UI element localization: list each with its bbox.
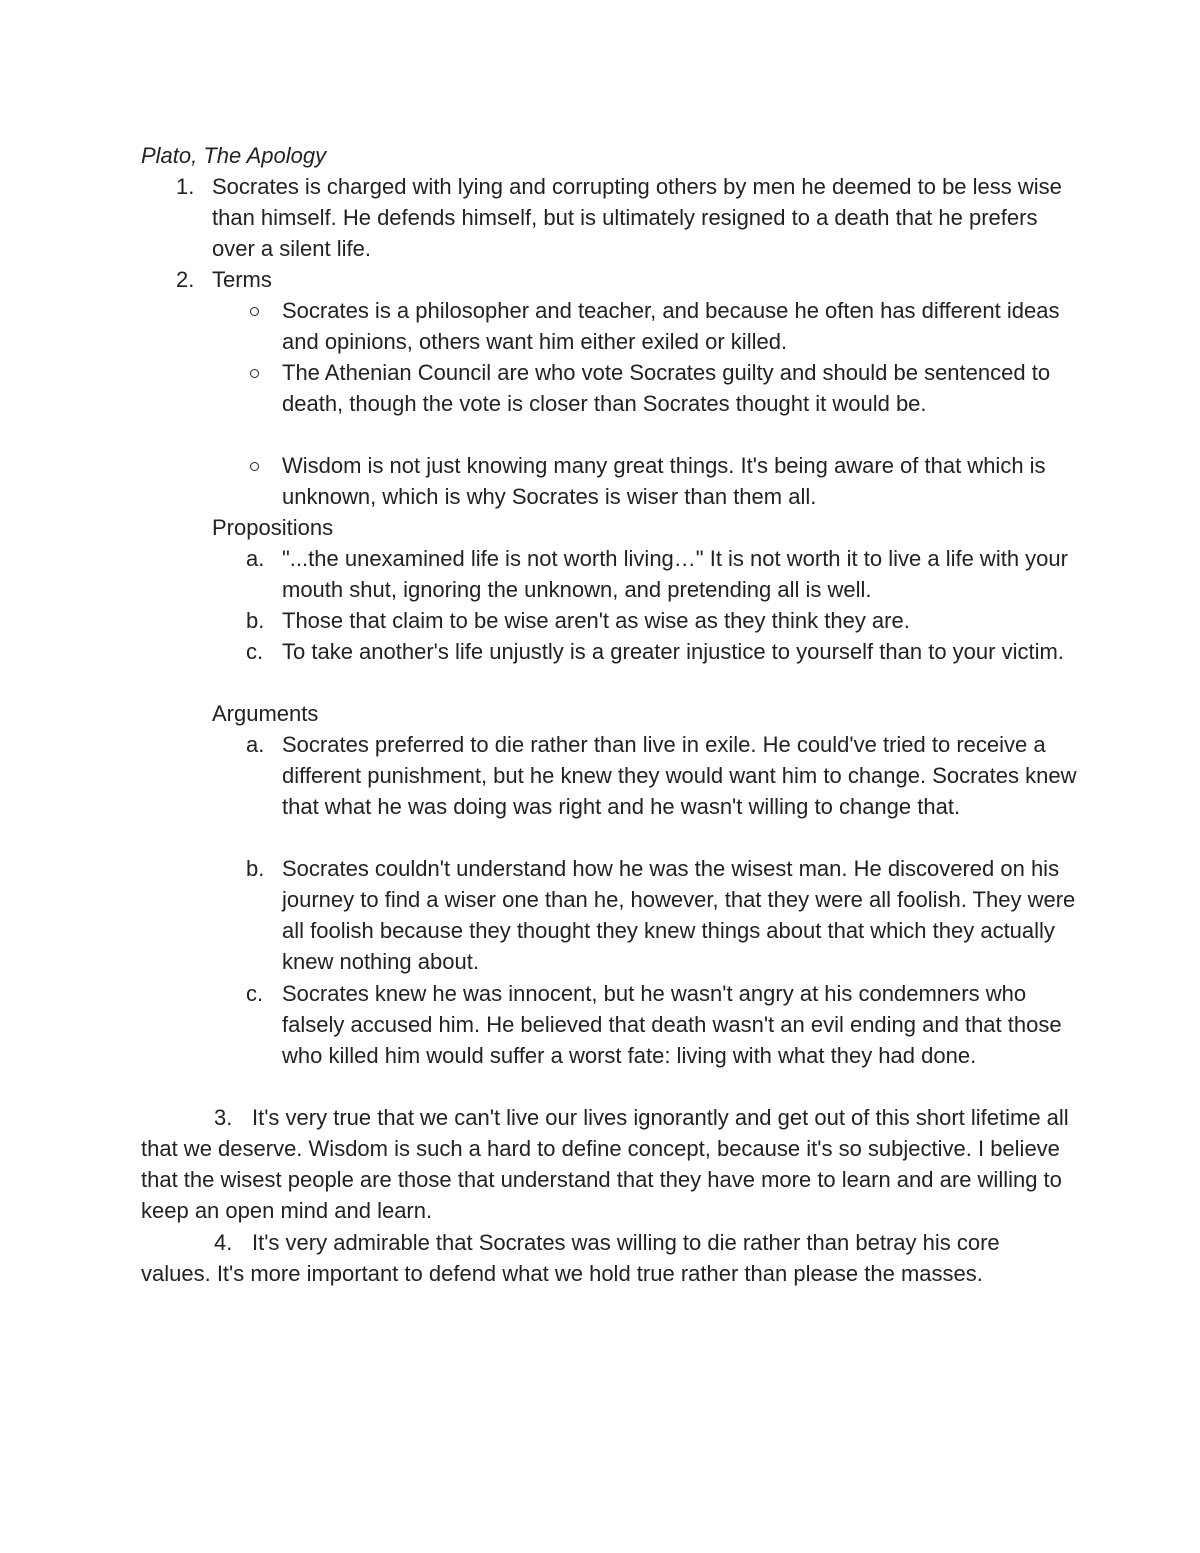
reflection-text: It's very true that we can't live our lives ignorantly and get out of this short lifetime all that we deserve. Wisdom is such a hard to define concept, because it's so subjective. I believe that the wisest people are those that understand that they have more to learn and are willing to keep an open mind and learn. [141, 1105, 1069, 1223]
list-letter: a. [246, 546, 265, 571]
document-title: Plato, The Apology [141, 143, 327, 168]
proposition-text: "...the unexamined life is not worth living…" It is not worth it to live a life with your mouth shut, ignoring the unknown, and pretending all is well. [282, 546, 1068, 602]
reflection-paragraph [141, 1102, 1071, 1226]
summary-text: Socrates is charged with lying and corrupting others by men he deemed to be less wise than himself. He defends himself, but is ultimately resigned to a death that he prefers over a silent life. [212, 174, 1062, 261]
list-letter: b. [246, 856, 265, 881]
term-text: Socrates is a philosopher and teacher, and because he often has different ideas and opinions, others want him either exiled or killed. [282, 298, 1060, 354]
bullet-circle-icon [250, 369, 259, 378]
list-letter: c. [246, 639, 264, 664]
list-number: 3. [214, 1105, 233, 1130]
term-text: Wisdom is not just knowing many great things. It's being aware of that which is unknown, which is why Socrates is wiser than them all. [282, 453, 1046, 509]
list-number: 4. [214, 1230, 233, 1255]
arguments-heading: Arguments [212, 701, 319, 726]
reflection-paragraph [141, 1227, 1071, 1289]
list-number: 1. [176, 174, 195, 199]
propositions-heading: Propositions [212, 515, 334, 540]
argument-text: Socrates preferred to die rather than live in exile. He could've tried to receive a different punishment, but he knew they would want him to change. Socrates knew that what he was doing was right and he wasn't willing to change that. [282, 732, 1077, 819]
terms-heading: Terms [212, 267, 272, 292]
argument-text: Socrates couldn't understand how he was the wisest man. He discovered on his journey to find a wiser one than he, however, that they were all foolish. They were all foolish because they thought they knew things about that which they actually knew nothing about. [282, 856, 1076, 974]
list-letter: a. [246, 732, 265, 757]
list-number: 2. [176, 267, 195, 292]
reflection-text: It's very admirable that Socrates was willing to die rather than betray his core values. It's more important to defend what we hold true rather than please the masses. [141, 1230, 1000, 1286]
bullet-circle-icon [250, 462, 259, 471]
term-text: The Athenian Council are who vote Socrates guilty and should be sentenced to death, though the vote is closer than Socrates thought it would be. [282, 360, 1051, 416]
proposition-text: To take another's life unjustly is a greater injustice to yourself than to your victim. [282, 639, 1064, 664]
list-letter: c. [246, 981, 264, 1006]
argument-text: Socrates knew he was innocent, but he wasn't angry at his condemners who falsely accused him. He believed that death wasn't an evil ending and that those who killed him would suffer a worst fate: living with what they had done. [282, 981, 1062, 1068]
bullet-circle-icon [250, 307, 259, 316]
proposition-text: Those that claim to be wise aren't as wise as they think they are. [282, 608, 910, 633]
list-letter: b. [246, 608, 265, 633]
